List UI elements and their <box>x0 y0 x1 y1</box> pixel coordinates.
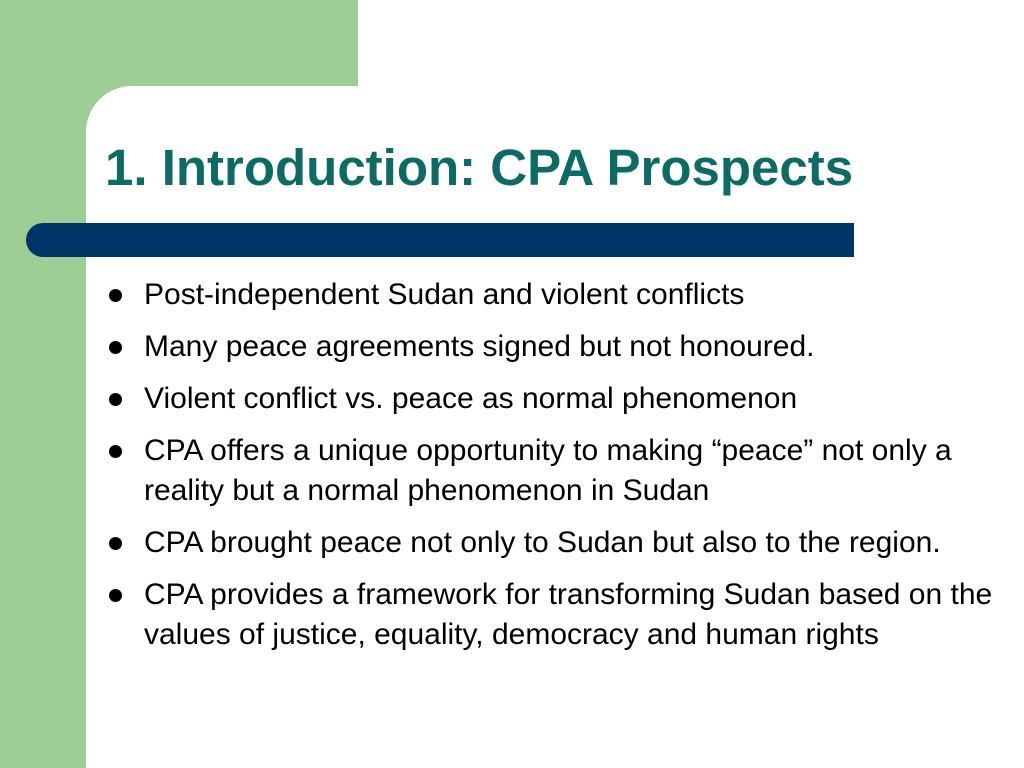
bullet-list <box>104 275 1019 667</box>
bullet-text: CPA brought peace not only to Sudan but also to the region. <box>144 526 941 559</box>
slide-title: 1. Introduction: CPA Prospects <box>105 139 854 196</box>
bullet-text: Many peace agreements signed but not honoured. <box>144 330 815 363</box>
bullet-item <box>104 431 1019 511</box>
bullet-item <box>104 575 1019 655</box>
bullet-item <box>104 327 1019 367</box>
bullet-dot-icon <box>109 341 122 354</box>
title-underline-bar <box>26 223 854 257</box>
bullet-dot-icon <box>109 589 122 602</box>
bullet-dot-icon <box>109 537 122 550</box>
bullet-text: CPA offers a unique opportunity to making “peace” not only a reality but a normal phenomenon in Sudan <box>144 434 952 507</box>
bullet-text: Post-independent Sudan and violent conflicts <box>144 278 745 311</box>
bullet-dot-icon <box>109 289 122 302</box>
bullet-text: CPA provides a framework for transforming Sudan based on the values of justice, equality, democracy and human rights <box>144 578 993 651</box>
bullet-item <box>104 379 1019 419</box>
bullet-item <box>104 275 1019 315</box>
bullet-item <box>104 523 1019 563</box>
bullet-text: Violent conflict vs. peace as normal phenomenon <box>144 382 798 415</box>
bullet-dot-icon <box>109 445 122 458</box>
bullet-dot-icon <box>109 393 122 406</box>
